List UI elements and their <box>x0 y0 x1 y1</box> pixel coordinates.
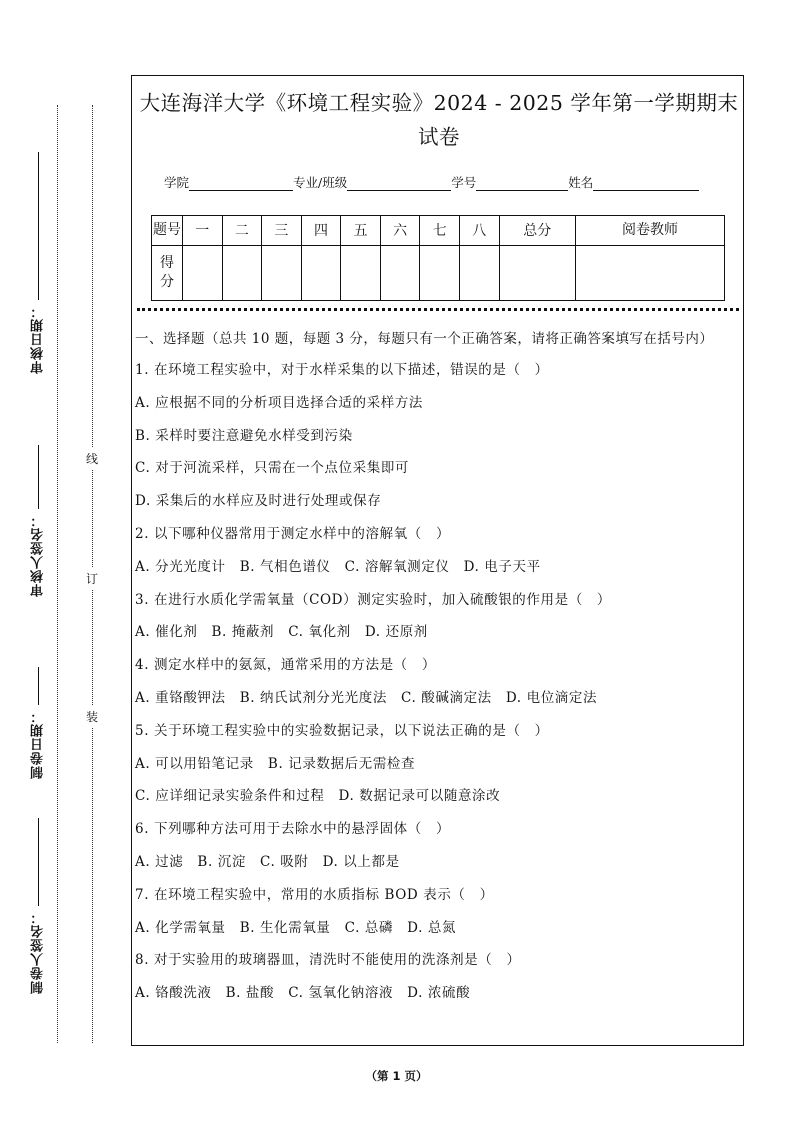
signature-line <box>38 667 39 705</box>
score-table <box>151 215 725 301</box>
question-line: 7. 在环境工程实验中，常用的水质指标 BOD 表示（ ） <box>135 886 494 903</box>
signature-line <box>38 445 39 509</box>
row-label-question-number: 题号 <box>152 216 183 246</box>
option-line: C. 应详细记录实验条件和过程 D. 数据记录可以随意涂改 <box>135 788 501 805</box>
section-instruction: 一、选择题（总共 10 题，每题 3 分，每题只有一个正确答案，请将正确答案填写在括号内） <box>135 331 714 347</box>
sidebar-field-paper-author-signature <box>28 818 48 994</box>
name-field[interactable] <box>593 176 699 191</box>
score-cell[interactable] <box>222 245 262 300</box>
column-header-grader: 阅卷教师 <box>576 216 725 246</box>
signature-line <box>38 818 39 906</box>
question-line: 2. 以下哪种仪器常用于测定水样中的溶解氧（ ） <box>135 525 451 542</box>
score-cell[interactable] <box>301 245 341 300</box>
info-label-student-id: 学号 <box>451 175 477 190</box>
info-label-college: 学院 <box>164 175 190 190</box>
dotted-separator <box>137 308 739 311</box>
info-label-name: 姓名 <box>568 175 594 190</box>
row-label-score: 得分 <box>152 245 183 300</box>
column-header: 七 <box>420 216 460 246</box>
column-header: 五 <box>341 216 381 246</box>
sidebar-field-label: 制卷人签名： <box>30 910 46 994</box>
option-line: A. 催化剂 B. 掩蔽剂 C. 氧化剂 D. 还原剂 <box>135 624 428 641</box>
score-cell[interactable] <box>262 245 302 300</box>
binding-dotted-line <box>57 105 58 1043</box>
signature-line <box>38 152 39 300</box>
option-line: A. 重铬酸钾法 B. 纳氏试剂分光光度法 C. 酸碱滴定法 D. 电位滴定法 <box>135 689 598 706</box>
option-line: A. 化学需氧量 B. 生化需氧量 C. 总磷 D. 总氮 <box>135 919 457 936</box>
column-header: 二 <box>222 216 262 246</box>
sidebar-field-label: 制卷日期： <box>30 709 46 779</box>
sidebar-field-reviewer-signature <box>28 445 48 597</box>
score-cell[interactable] <box>499 245 576 300</box>
page-number: （第 1 页） <box>365 1069 428 1083</box>
student-id-field[interactable] <box>476 176 568 191</box>
sidebar-field-label: 审核人签名： <box>30 513 46 597</box>
column-header: 四 <box>301 216 341 246</box>
question-section <box>135 328 741 1010</box>
option-line: A. 过滤 B. 沉淀 C. 吸附 D. 以上都是 <box>135 853 400 870</box>
score-table-score-row <box>152 245 725 300</box>
exam-title: 大连海洋大学《环境工程实验》2024 - 2025 学年第一学期期末试卷 <box>139 91 739 149</box>
sidebar-field-label: 审核日期： <box>30 304 46 374</box>
sidebar-field-review-date <box>28 152 48 374</box>
sidebar-field-paper-date <box>28 667 48 779</box>
score-cell[interactable] <box>459 245 499 300</box>
college-field[interactable] <box>189 176 293 191</box>
question-line: 1. 在环境工程实验中，对于水样采集的以下描述，错误的是（ ） <box>135 362 549 378</box>
info-label-major-class: 专业/班级 <box>293 175 348 190</box>
question-line: 4. 测定水样中的氨氮，通常采用的方法是（ ） <box>135 657 436 674</box>
option-line: B. 采样时要注意避免水样受到污染 <box>135 427 353 444</box>
score-cell[interactable] <box>380 245 420 300</box>
option-line: A. 可以用铅笔记录 B. 记录数据后无需检查 <box>135 755 416 772</box>
student-info-row <box>164 173 699 191</box>
option-line: A. 分光光度计 B. 气相色谱仪 C. 溶解氧测定仪 D. 电子天平 <box>135 558 541 575</box>
column-header: 一 <box>183 216 223 246</box>
score-cell[interactable] <box>576 245 725 300</box>
question-line: 6. 下列哪种方法可用于去除水中的悬浮固体（ ） <box>135 821 451 838</box>
binding-mark-bind: 装 <box>85 706 99 727</box>
column-header: 三 <box>262 216 302 246</box>
score-cell[interactable] <box>183 245 223 300</box>
major-class-field[interactable] <box>347 176 451 191</box>
score-cell[interactable] <box>420 245 460 300</box>
column-header: 八 <box>459 216 499 246</box>
option-line: A. 应根据不同的分析项目选择合适的采样方法 <box>135 394 424 411</box>
score-table-header-row <box>152 216 725 246</box>
question-line: 5. 关于环境工程实验中的实验数据记录，以下说法正确的是（ ） <box>135 722 549 739</box>
binding-mark-line: 线 <box>85 448 99 469</box>
binding-mark-staple: 订 <box>85 568 99 589</box>
score-cell[interactable] <box>341 245 381 300</box>
question-line: 8. 对于实验用的玻璃器皿，清洗时不能使用的洗涤剂是（ ） <box>135 952 521 969</box>
column-header: 六 <box>380 216 420 246</box>
question-line: 3. 在进行水质化学需氧量（COD）测定实验时，加入硫酸银的作用是（ ） <box>135 591 611 608</box>
option-line: A. 铬酸洗液 B. 盐酸 C. 氢氧化钠溶液 D. 浓硫酸 <box>135 985 471 1002</box>
option-line: D. 采集后的水样应及时进行处理或保存 <box>135 493 382 510</box>
option-line: C. 对于河流采样，只需在一个点位采集即可 <box>135 460 410 477</box>
column-header: 总分 <box>499 216 576 246</box>
